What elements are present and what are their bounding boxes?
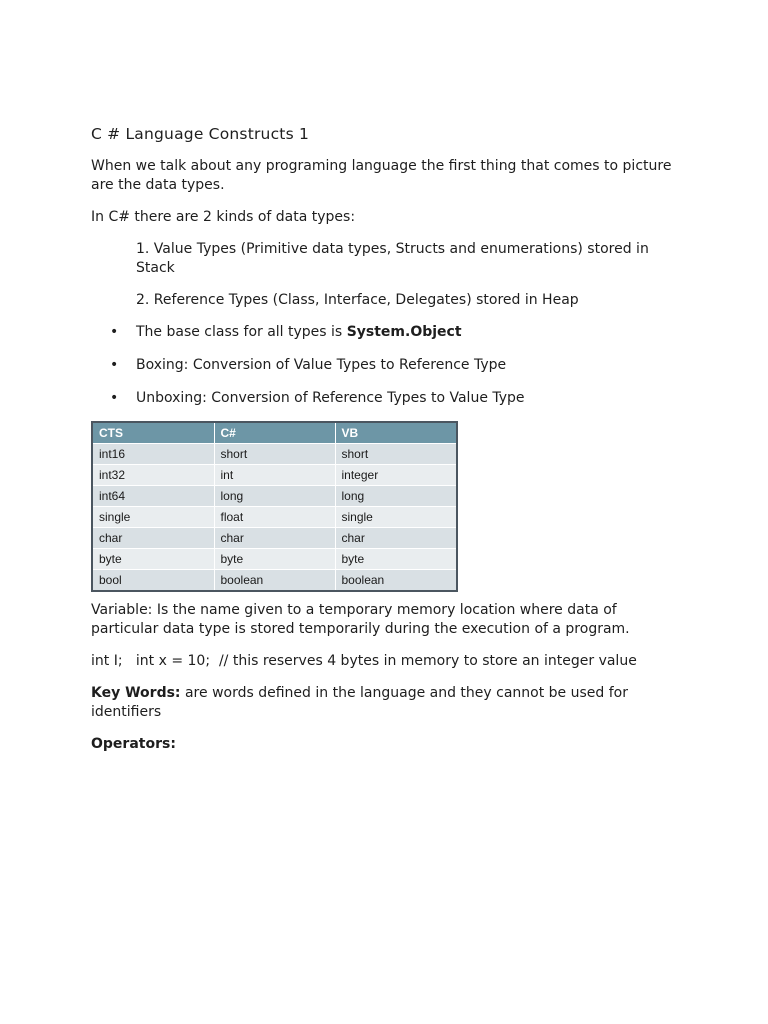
numbered-item-value-types: 1. Value Types (Primitive data types, Structs and enumerations) stored in Stack [136, 241, 649, 276]
cell-csharp: short [214, 444, 335, 465]
table-row [93, 549, 456, 570]
bullet-list [91, 323, 675, 408]
cell-vb: byte [335, 549, 456, 570]
base-class-text: The base class for all types is [136, 324, 347, 340]
cell-csharp: float [214, 507, 335, 528]
keywords-label: Key Words: [91, 685, 181, 701]
cell-csharp: byte [214, 549, 335, 570]
cell-vb: boolean [335, 570, 456, 591]
table-row [93, 570, 456, 591]
kinds-intro-paragraph: In C# there are 2 kinds of data types: [91, 209, 356, 225]
cell-cts: char [93, 528, 214, 549]
type-mapping-table [93, 423, 456, 590]
column-header-vb: VB [335, 423, 456, 444]
cell-cts: byte [93, 549, 214, 570]
cell-cts: int32 [93, 465, 214, 486]
bullet-icon: • [110, 357, 119, 373]
cell-csharp: boolean [214, 570, 335, 591]
table-body [93, 444, 456, 591]
keywords-text: are words defined in the language and they cannot be used for identifiers [91, 685, 628, 720]
declaration-example: int I; int x = 10; // this reserves 4 bytes in memory to store an integer value [91, 653, 637, 669]
bullet-item-base-class [91, 323, 675, 342]
cell-cts: single [93, 507, 214, 528]
bullet-item-unboxing [91, 389, 675, 408]
bullet-icon: • [110, 324, 119, 340]
declaration-example-line [91, 652, 675, 671]
variable-definition: Variable: Is the name given to a temporary memory location where data of particular data type is stored temporarily during the execution of a program. [91, 602, 630, 637]
document-body [91, 124, 675, 767]
cell-vb: short [335, 444, 456, 465]
table-row [93, 444, 456, 465]
document-title: C # Language Constructs 1 [91, 125, 310, 143]
column-header-csharp: C# [214, 423, 335, 444]
table-row [93, 507, 456, 528]
cell-vb: single [335, 507, 456, 528]
keywords-paragraph [91, 684, 675, 722]
base-class-value: System.Object [346, 324, 462, 340]
table-row [93, 528, 456, 549]
boxing-text: Boxing: Conversion of Value Types to Reference Type [136, 357, 507, 373]
table-row [93, 486, 456, 507]
table-row [93, 465, 456, 486]
cell-csharp: int [214, 465, 335, 486]
cell-csharp: char [214, 528, 335, 549]
cell-vb: integer [335, 465, 456, 486]
type-mapping-table-frame [91, 421, 458, 592]
operators-heading: Operators: [91, 736, 176, 752]
table-header-row [93, 423, 456, 444]
cell-vb: long [335, 486, 456, 507]
cell-cts: int64 [93, 486, 214, 507]
bullet-item-boxing [91, 356, 675, 375]
column-header-cts: CTS [93, 423, 214, 444]
cell-cts: int16 [93, 444, 214, 465]
cell-csharp: long [214, 486, 335, 507]
intro-paragraph: When we talk about any programing language the first thing that comes to picture are the data types. [91, 158, 672, 193]
bullet-icon: • [110, 390, 119, 406]
unboxing-text: Unboxing: Conversion of Reference Types to Value Type [136, 390, 525, 406]
cell-vb: char [335, 528, 456, 549]
numbered-item-reference-types: 2. Reference Types (Class, Interface, Delegates) stored in Heap [136, 292, 579, 308]
cell-cts: bool [93, 570, 214, 591]
